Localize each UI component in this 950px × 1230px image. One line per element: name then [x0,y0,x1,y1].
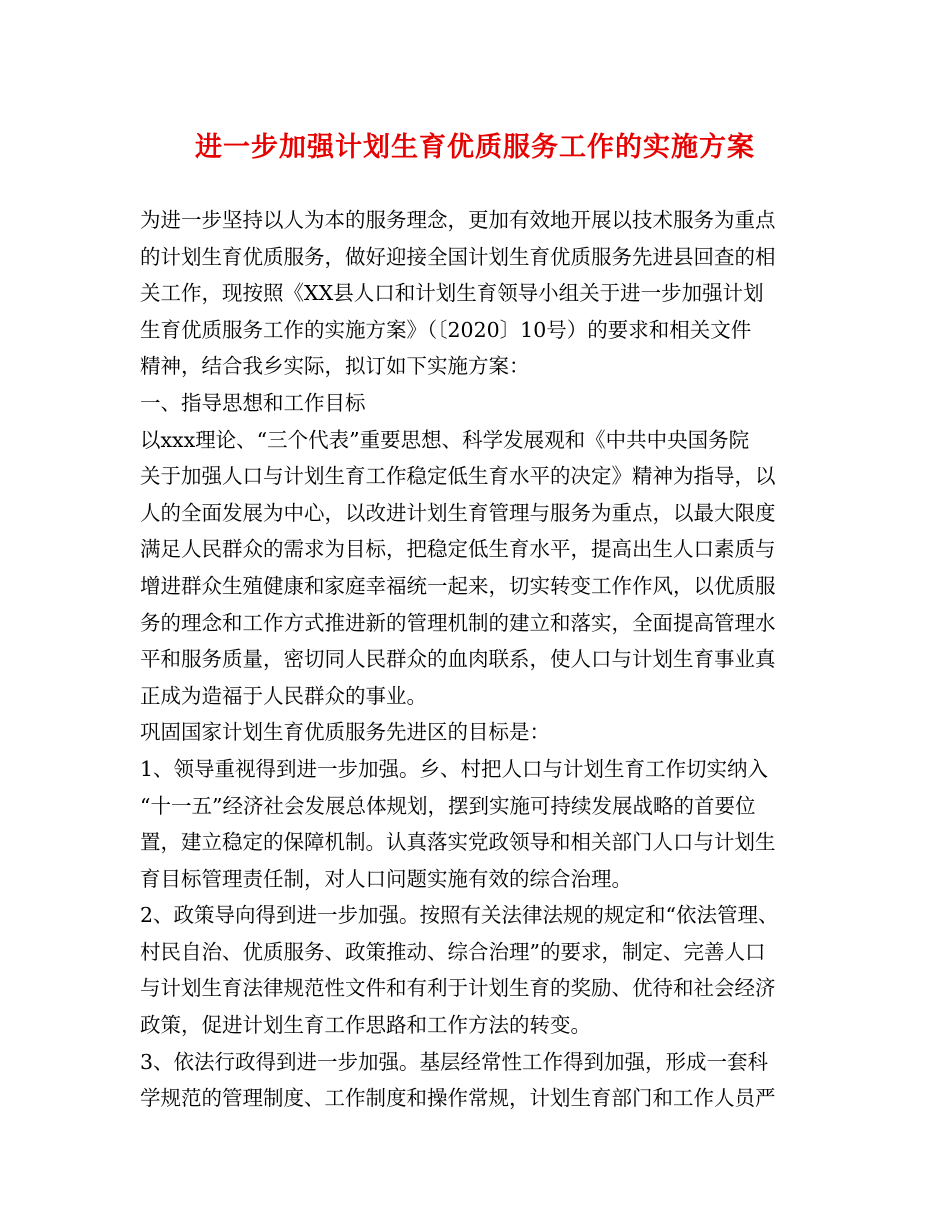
paragraph-line: 以xxx理论、“三个代表”重要思想、科学发展观和《中共中央国务院 [140,427,750,452]
list-item-line: 学规范的管理制度、工作制度和操作常规，计划生育部门和工作人员严 [140,1086,776,1111]
paragraph-line: 精神，结合我乡实际，拟订如下实施方案： [140,354,530,379]
paragraph-line: 关于加强人口与计划生育工作稳定低生育水平的决定》精神为指导，以 [140,464,776,489]
paragraph-line: 务的理念和工作方式推进新的管理机制的建立和落实，全面提高管理水 [140,610,776,635]
document-body [140,202,826,1117]
paragraph-line: 的计划生育优质服务，做好迎接全国计划生育优质服务先进县回查的相 [140,244,776,269]
paragraph-line: 巩固国家计划生育优质服务先进区的目标是： [140,720,550,745]
paragraph-line: 增进群众生殖健康和家庭幸福统一起来，切实转变工作作风，以优质服 [140,573,776,598]
list-item-line: 置，建立稳定的保障机制。认真落实党政领导和相关部门人口与计划生 [140,830,776,855]
list-item-line: 1、领导重视得到进一步加强。乡、村把人口与计划生育工作切实纳入 [140,756,769,781]
paragraph-line: 生育优质服务工作的实施方案》（〔2020〕10号）的要求和相关文件 [140,317,752,342]
document-title: 进一步加强计划生育优质服务工作的实施方案 [195,132,755,163]
paragraph-line: 为进一步坚持以人为本的服务理念，更加有效地开展以技术服务为重点 [140,208,776,232]
list-item-line: 与计划生育法律规范性文件和有利于计划生育的奖励、优待和社会经济 [140,976,776,1001]
list-item-line: 村民自治、优质服务、政策推动、综合治理”的要求，制定、完善人口 [140,939,766,964]
list-item-line: 育目标管理责任制，对人口问题实施有效的综合治理。 [140,866,632,891]
list-item-line: 3、依法行政得到进一步加强。基层经常性工作得到加强，形成一套科 [140,1049,769,1074]
list-item-line: “十一五”经济社会发展总体规划，摆到实施可持续发展战略的首要位 [140,793,756,818]
paragraph-line: 正成为造福于人民群众的事业。 [140,683,427,708]
section-heading: 一、指导思想和工作目标 [140,390,366,415]
list-item-line: 2、政策导向得到进一步加强。按照有关法律法规的规定和“依法管理、 [140,903,779,928]
paragraph-line: 满足人民群众的需求为目标，把稳定低生育水平，提高出生人口素质与 [140,537,776,562]
paragraph-line: 人的全面发展为中心，以改进计划生育管理与服务为重点，以最大限度 [140,500,776,525]
paragraph-line: 平和服务质量，密切同人民群众的血肉联系，使人口与计划生育事业真 [140,647,776,672]
list-item-line: 政策，促进计划生育工作思路和工作方法的转变。 [140,1013,591,1038]
paragraph-line: 关工作，现按照《XX县人口和计划生育领导小组关于进一步加强计划 [140,281,764,306]
